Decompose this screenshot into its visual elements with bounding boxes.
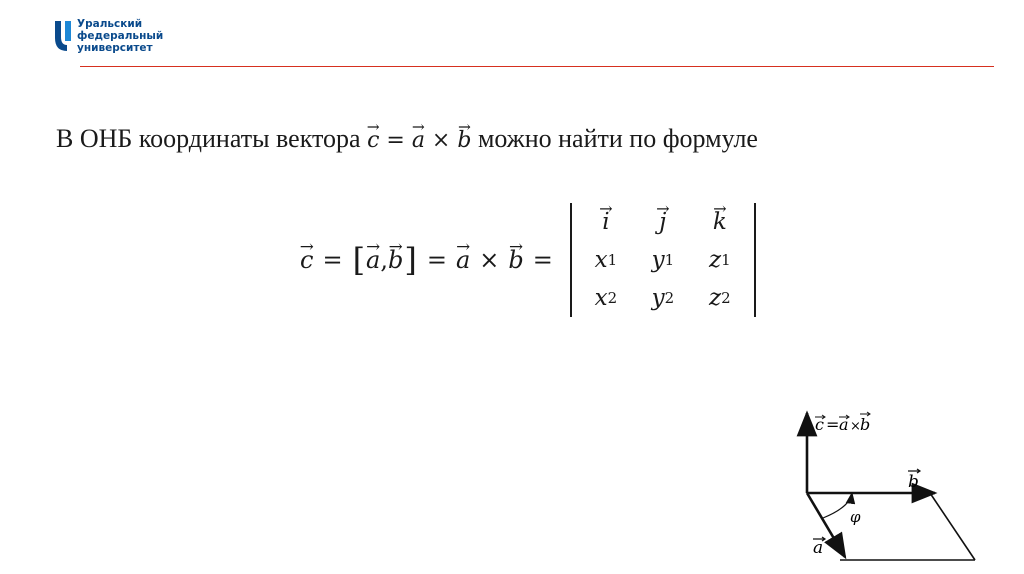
times-sign: × bbox=[424, 128, 458, 153]
vector-a: → a bbox=[412, 128, 425, 153]
logo-text bbox=[77, 18, 163, 54]
statement-suffix: можно найти по формуле bbox=[471, 124, 758, 153]
formula-lhs-c: → c bbox=[300, 246, 313, 274]
parallelogram-edge-right bbox=[930, 493, 975, 560]
det-cell-r3c2: y 2 bbox=[651, 285, 675, 311]
formula-b2: → b bbox=[508, 246, 523, 274]
statement-text bbox=[56, 124, 758, 154]
diagram-label-c-times: × bbox=[850, 419, 861, 434]
formula-comma: , bbox=[380, 246, 388, 274]
angle-arc bbox=[823, 493, 852, 518]
diagram-label-c: c bbox=[815, 415, 824, 434]
det-cell-r1c3: → k bbox=[692, 203, 748, 241]
det-cell-r3c1: x 2 bbox=[594, 285, 618, 311]
statement-prefix: В ОНБ координаты вектора bbox=[56, 124, 368, 153]
formula-times: × bbox=[479, 246, 500, 274]
logo-line-1: Уральский bbox=[77, 18, 143, 30]
det-cell-r1c2: → j bbox=[634, 203, 692, 241]
diagram-label-phi: φ bbox=[850, 508, 861, 526]
det-cell-r2c1: x 1 bbox=[594, 247, 618, 273]
det-cell-r2c3: z 1 bbox=[709, 247, 731, 273]
det-cell-r3c3: z 2 bbox=[709, 285, 731, 311]
diagram-label-c-eq: = bbox=[826, 415, 840, 434]
vector-b: → b bbox=[457, 128, 471, 153]
logo-line-2: федеральный bbox=[77, 30, 164, 42]
equals-sign: = bbox=[379, 128, 412, 153]
formula-eq-3: = bbox=[532, 246, 553, 274]
vector-c: → c bbox=[367, 128, 379, 153]
header-divider bbox=[80, 66, 994, 67]
formula-a: → a bbox=[366, 246, 380, 274]
diagram-label-b: b bbox=[908, 472, 919, 492]
det-cell-r1c1: → i bbox=[578, 203, 634, 241]
university-logo[interactable] bbox=[52, 17, 182, 59]
close-bracket: ] bbox=[404, 241, 417, 279]
cross-product-diagram bbox=[780, 405, 1000, 573]
diagram-label-c-a: a bbox=[839, 415, 849, 434]
formula-eq-1: = bbox=[322, 246, 343, 274]
det-cell-r2c2: y 1 bbox=[651, 247, 675, 273]
diagram-label-c-b: b bbox=[860, 415, 871, 434]
determinant-matrix bbox=[570, 203, 756, 317]
formula-a2: → a bbox=[456, 246, 470, 274]
logo-line-3: университет bbox=[77, 42, 153, 54]
open-bracket: [ bbox=[352, 241, 366, 279]
diagram-label-a: a bbox=[813, 538, 824, 558]
formula-eq-2: = bbox=[426, 246, 447, 274]
cross-product-formula bbox=[300, 200, 756, 320]
formula-b: → b bbox=[388, 246, 403, 274]
logo-u-icon bbox=[52, 17, 78, 55]
